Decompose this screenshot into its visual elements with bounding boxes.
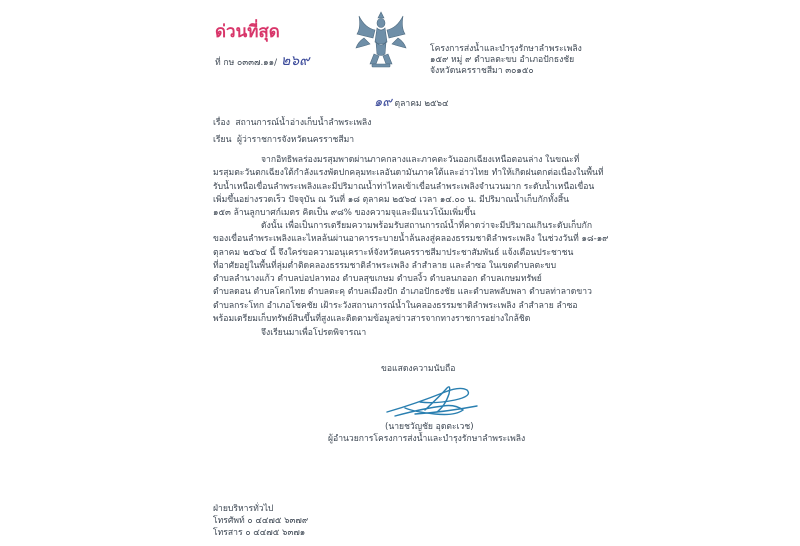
subject-text: สถานการณ์น้ำอ่างเก็บน้ำลำพระเพลิง: [235, 118, 372, 128]
paragraph-line: พร้อมเตรียมเก็บทรัพย์สินขึ้นที่สูงและติดตามข้อมูลข่าวสารจากทางราชการอย่างใกล้ชิด: [213, 314, 531, 325]
letter-date: [374, 97, 448, 110]
signatory-position: ผู้อำนวยการโครงการส่งน้ำและบำรุงรักษาลำพระเพลิง: [328, 434, 526, 444]
signatory-name: (นายชวัญชัย อุดตะเวช): [385, 422, 474, 432]
salutation: ขอแสดงความนับถือ: [381, 364, 456, 374]
body-paragraph-1: [213, 154, 604, 220]
sender-office: โครงการส่งน้ำและบำรุงรักษาลำพระเพลิง: [430, 44, 582, 54]
paragraph-line: จากอิทธิพลร่องมรสุมพาดผ่านภาคกลางและภาคตะวันออกเฉียงเหนือตอนล่าง ในขณะที่: [261, 155, 580, 165]
paragraph-line: ตุลาคม ๒๕๖๔ นี้ จึงใคร่ขอความอนุเคราะห์จังหวัดนครราชสีมาประชาสัมพันธ์ แจ้งเตือนประชาชน: [213, 247, 574, 258]
recipient-line: [213, 135, 354, 146]
sender-province: จังหวัดนครราชสีมา ๓๐๑๕๐: [430, 66, 534, 76]
closing-line: จึงเรียนมาเพื่อโปรดพิจารณา: [261, 328, 367, 338]
recipient-text: ผู้ว่าราชการจังหวัดนครราชสีมา: [236, 135, 355, 145]
date-month-year: ตุลาคม ๒๕๖๔: [394, 99, 449, 109]
paragraph-line: ๑๕๓ ล้านลูกบาศก์เมตร คิดเป็น ๙๘% ของความจุและมีแนวโน้มเพิ่มขึ้น: [213, 208, 476, 219]
paragraph-line: ตำบลดอน ตำบลโคกไทย ตำบลตะคุ ตำบลเมืองปัก อำเภอปักธงชัย และตำบลพลับพลา ตำบลท่าลาดขาว: [213, 287, 592, 298]
paragraph-line: รับน้ำเหนือเขื่อนลำพระเพลิงและมีปริมาณน้ำท่าไหลเข้าเขื่อนลำพระเพลิงจำนวนมาก ระดับน้ำเหนือเขื่อน: [213, 181, 595, 192]
paragraph-line: มรสุมตะวันตกเฉียงใต้กำลังแรงพัดปกคลุมทะเลอันดามันภาคใต้และอ่าวไทย ทำให้เกิดฝนตกต่อเนื่องในพื้นที่: [213, 168, 604, 179]
document-number-prefix: ที่ กษ ๐๓๓๗.๑๑/: [215, 58, 277, 68]
recipient-label: เรียน: [213, 135, 232, 145]
body-paragraph-2: [213, 220, 608, 326]
paragraph-line: ตำบลกระโทก อำเภอโชคชัย เฝ้าระวังสถานการณ์น้ำในคลองธรรมชาติลำพระเพลิง ลำสำลาย ลำซอ: [213, 300, 578, 311]
garuda-emblem-icon: [352, 8, 410, 72]
paragraph-line: ของเขื่อนลำพระเพลิงและไหลล้นผ่านอาคารระบายน้ำล้นลงสู่คลองธรรมชาติลำพระเพลิง ในช่วงวันที่ ๑๘-๑๙: [213, 234, 609, 245]
paragraph-line: เพิ่มขึ้นอย่างรวดเร็ว ปัจจุบัน ณ วันที่ ๑๘ ตุลาคม ๒๕๖๔ เวลา ๑๔.๐๐ น. มีปริมาณน้ำเก็บกักทั้งสิ้น: [213, 194, 569, 205]
paragraph-line: ตำบลลำนางแก้ว ตำบลบ่อปลาทอง ตำบลสุขเกษม ตำบลงิ้ว ตำบลนกออก ตำบลเกษมทรัพย์: [213, 274, 542, 285]
document-number: [215, 50, 309, 72]
footer-fax: โทรสาร ๐ ๔๔๗๕ ๖๓๗๑: [213, 528, 306, 538]
footer-department: ฝ่ายบริหารทั่วไป: [213, 504, 274, 514]
paragraph-line: ที่อาศัยอยู่ในพื้นที่ลุ่มต่ำติดคลองธรรมชาติลำพระเพลิง ลำสำลาย และลำซอ ในเขตตำบลตะขบ: [213, 260, 557, 271]
urgency-stamp: ด่วนที่สุด: [215, 22, 280, 42]
paragraph-line: ดังนั้น เพื่อเป็นการเตรียมความพร้อมรับสถานการณ์น้ำที่คาดว่าจะมีปริมาณเกินระดับเก็บกัก: [261, 221, 593, 231]
subject-line: [213, 118, 371, 129]
document-number-handwritten: ๒๖๙: [281, 53, 310, 69]
handwritten-signature: [385, 382, 485, 422]
subject-label: เรื่อง: [213, 118, 230, 128]
footer-phone: โทรศัพท์ ๐ ๔๔๗๕ ๖๓๗๙: [213, 516, 309, 526]
date-day-handwritten: ๑๙: [374, 95, 392, 110]
sender-address: ๑๕๙ หมู่ ๙ ตำบลตะขบ อำเภอปักธงชัย: [430, 55, 575, 65]
